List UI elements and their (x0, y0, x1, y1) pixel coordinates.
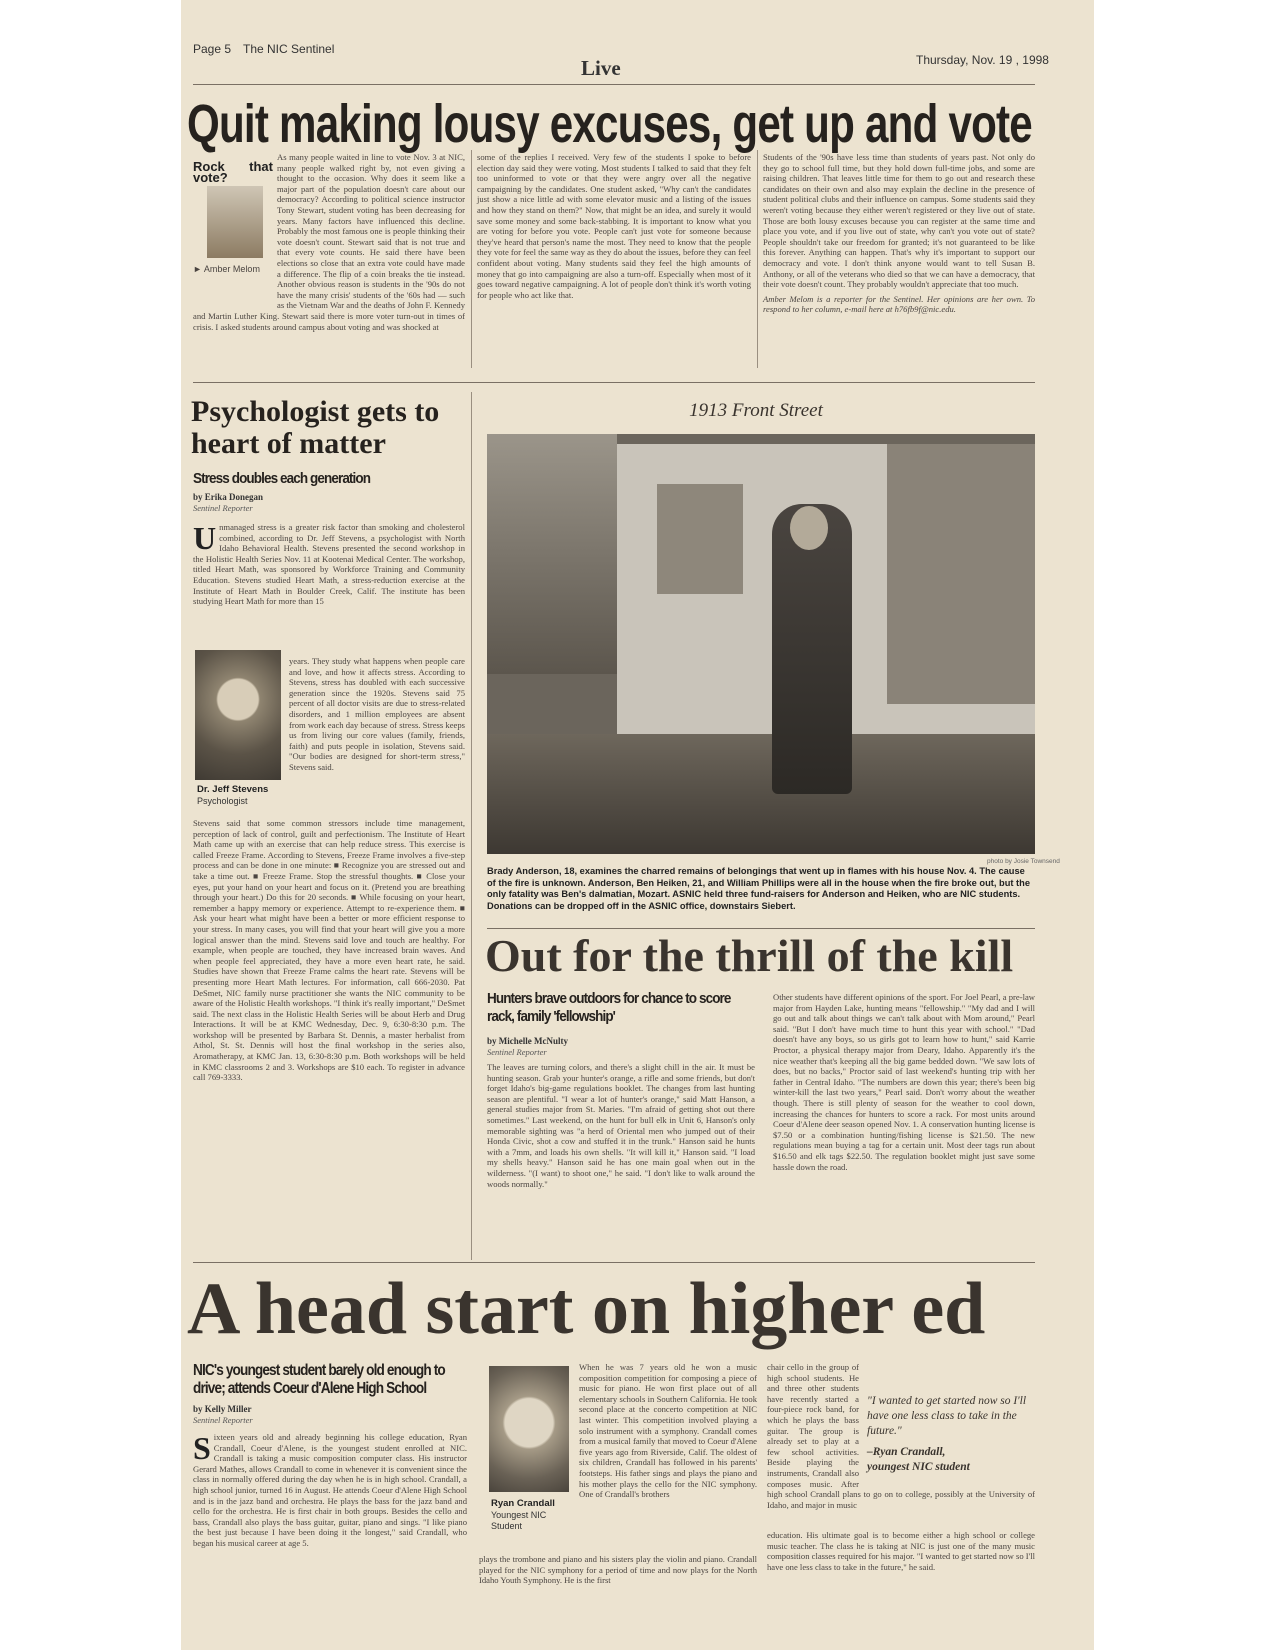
psych-headline: Psychologist gets to heart of matter (191, 395, 440, 460)
hunt-byline: by Michelle McNulty (487, 1036, 568, 1046)
bottom-story-rule (193, 1262, 1035, 1263)
jeff-stevens-photo (195, 650, 281, 780)
vote-col3-text: Students of the '90s have less time than students of years past. Not only do they go to school full time, but they hold down full-time jobs, and some are raising children. That leaves little time for them to go out and research these candidates on their own and also may explain the decline in the presence of student political clubs and their influence on campus. Some students said they weren't voting because they either weren't registered or they live out of state. Those are both lousy excuses because you can register at the same time and place you vote, and if you live out of state, why can't you vote out of state? People shouldn't take our freedom for granted; it's not guaranteed to be like this forever. Anything can happen. That's why it's important to support our democracy and vote. I don't think anyone would want to tell Susan B. Anthony, or all of the veterans who died so that we can have a democracy, that their vote doesn't count. They probably wouldn't appreciate that too much. (763, 152, 1035, 290)
fence (487, 434, 617, 674)
newspaper-page (181, 0, 1094, 1650)
amber-melom-photo (207, 186, 263, 258)
fire-photo-caption: Brady Anderson, 18, examines the charred remains of belongings that went up in flames with his house Nov. 4. The cause of the fire is unknown. Anderson, Ben Heiken, 21, and William Phillips were all in the house when the fire broke out, but the only fatality was Ben's dalmatian, Mozart. ASNIC held three fund-raisers for Anderson and Heiken, who are NIC students. Donations can be dropped off in the ASNIC office, downstairs Siebert. (487, 866, 1031, 911)
psych-subhead: Stress doubles each generation (193, 470, 371, 487)
pull-quote-text: "I wanted to get started now so I'll have one less class to take in the future." (867, 1395, 1027, 1437)
fire-photo (487, 434, 1035, 854)
hunt-subhead: Hunters brave outdoors for chance to score rack, family 'fellowship' (487, 990, 731, 1025)
scan-margin-left (0, 0, 180, 1650)
fire-photo-title: 1913 Front Street (689, 400, 823, 421)
stevens-photo-name: Dr. Jeff Stevens (197, 784, 269, 795)
pull-quote-attribution-2: youngest NIC student (867, 1461, 970, 1473)
issue-date: Thursday, Nov. 19 , 1998 (916, 53, 1049, 67)
psych-beside-photo: years. They study what happens when people care and love, and how it affects stress. According to Stevens, stress has doubled with each successive generation since the 1920s. Stevens said 75 percent of all doctor visits are due to stress-related disorders, and 1 million employees are absent from work each day because of stress. Stress keeps us from living our core values (family, friends, faith) and puts people in isolation, Stevens said. "Our bodies are designed for short-term stress," Stevens said. (289, 656, 465, 772)
vote-mugshot-box (193, 152, 273, 302)
vote-headline: Quit making lousy excuses, get up and vote (187, 94, 1032, 154)
stevens-photo-title: Psychologist (197, 796, 248, 806)
debris-ground (487, 734, 1035, 854)
higher-col1-text: ixteen years old and already beginning his college education, Ryan Crandall, Coeur d'Alene, is the youngest student enrolled at NIC. Crandall is taking a music composition computer class. His instructor Gerard Mathes, allows Crandall to come in whenever it is convenient since the class in normally offered during the day when he is in high school. Crandall, a high school junior, turned 16 in August. He attends Coeur d'Alene High School and is in the jazz band and orchestra. He plays the bass for the jazz band and cello for the orchestra. He is first chair in both groups. Besides the cello and bass, Crandall also plays the bass guitar, guitar, piano and sings. "I like piano the best just because I have been doing it the longest," said Crandall, who began his musical career at age 5. (193, 1432, 467, 1548)
higher-column-3-bottom: education. His ultimate goal is to become either a high school or college music teacher. The class he is taking at NIC is just one of the many music composition classes required for his major. "I wanted to get started now so I'll have one less class to take in the future," he said. (767, 1530, 1035, 1572)
scan-margin-right (1094, 0, 1275, 1650)
left-column-divider (471, 392, 472, 1260)
higher-col3-text: chair cello in the group of high school students. He and three other students have recently started a four-piece rock band, for which he plays the bass guitar. The group is already set to play at a few school activities. Beside playing the instruments, Crandall also composes music. After high school Crandall plans to go on to college, possibly at the University of Idaho, and major in music (767, 1362, 1035, 1510)
header-rule (193, 84, 1035, 85)
higher-byline-role: Sentinel Reporter (193, 1415, 253, 1425)
hunt-headline: Out for the thrill of the kill (485, 930, 1014, 981)
vote-divider-2 (757, 150, 758, 368)
hunt-column-1: The leaves are turning colors, and there's a slight chill in the air. It must be hunting season. Grab your hunter's orange, a rifle and some friends, but don't forget Idaho's big-game regulations booklet. The changes from last hunting season are plentiful. "I wear a lot of hunter's orange," said Matt Hanson, a general studies major from St. Maries. "I'm afraid of getting shot out there sometimes." Last weekend, on the hunt for bull elk in Unit 6, Hanson's only memorable sighting was "a herd of Oriental men who jumped out of their Honda Civic, shot a cow and stuffed it in the trunk." Hanson said he hunts with a 7mm, and loads his own shells. "It will kill it," Hanson said. "I load my shells heavy." Hanson said he has one main goal when out in the wilderness. "(I want) to shoot one," he said. "I don't like to walk around the woods normally." (487, 1062, 755, 1189)
hunt-byline-role: Sentinel Reporter (487, 1047, 547, 1057)
vote-column-1 (193, 152, 465, 332)
pull-quote (867, 1394, 1035, 1475)
crandall-photo-title-2: Student (491, 1521, 523, 1531)
higher-headline: A head start on higher ed (187, 1268, 986, 1350)
vote-column-3 (763, 152, 1035, 315)
vote-bottom-rule (193, 382, 1035, 383)
ryan-crandall-photo (489, 1366, 569, 1492)
crandall-photo-name: Ryan Crandall (491, 1498, 555, 1509)
fire-bottom-rule (487, 928, 1035, 929)
vote-tagline: Amber Melom is a reporter for the Sentinel. Her opinions are her own. To respond to her column, e-mail here at h76fb9f@nic.edu. (763, 293, 1035, 315)
boarded-door (887, 444, 1035, 704)
psych-lead-text: nmanaged stress is a greater risk factor than smoking and cholesterol combined, according to Dr. Jeff Stevens, a psychologist with North Idaho Behavioral Health. Stevens presented the second workshop in the Holistic Health Series Nov. 11 at Kootenai Medical Center. The workshop, titled Heart Math, was sponsored by Workforce Training and Community Education. Stevens studied Heart Math, a stress-reduction exercise at the Institute of Heart Math in Boulder Creek, Calif. The institute has been studying Heart Math for more than 15 (193, 522, 465, 607)
psych-byline-role: Sentinel Reporter (193, 503, 253, 513)
higher-column-2b: plays the trombone and piano and his sisters play the violin and piano. Crandall played for the NIC symphony for a period of time and now plays for the North Idaho Youth Symphony. He is the first (479, 1554, 757, 1586)
psych-byline: by Erika Donegan (193, 492, 264, 502)
fire-photo-credit: photo by Josie Townsend (987, 858, 1060, 865)
higher-dropcap: S (193, 1430, 211, 1466)
vote-mug-caption: ► Amber Melom (193, 264, 260, 275)
vote-divider-1 (471, 150, 472, 368)
paper-name: The NIC Sentinel (243, 42, 335, 56)
page-number: Page 5 (193, 42, 232, 56)
person-head (790, 506, 828, 550)
boarded-window (657, 484, 743, 594)
higher-column-2: When he was 7 years old he won a music composition competition for composing a piece of music for piano. He won first place out of all elementary schools in Southern California. He took second place at the concerto competition at NIC last winter. This competition involved playing a solo instrument with a symphony. Crandall comes from a musical family that moved to Coeur d'Alene five years ago from Riverside, Calif. The oldest of six children, Crandall has followed in his parents' footsteps. His father sings and plays the piano and his mother plays the cello for the NIC symphony. One of Crandall's brothers (579, 1362, 757, 1500)
psych-dropcap: U (193, 520, 217, 556)
vote-kicker: Rock that vote? (193, 159, 273, 185)
vote-col1-text: As many people waited in line to vote Nov. 3 at NIC, many people walked right by, not even giving a thought to the occasion. Why does it seem like a major part of the population doesn't care about our democracy? According to political science instructor Tony Stewart, student voting has been decreasing for years. Many factors have influenced this decline. Probably the most famous one is people thinking their vote doesn't count. Stewart said that is not true and that every vote counts. He said there have been elections so close that an extra vote could have made a difference. The flip of a coin breaks the tie instead. Another obvious reason is students in the '90s do not have the many crisis' students of the '60s had — such as the Vietnam War and the deaths of John F. Kennedy and Martin Luther King. Stewart said there is more voter turn-out in times of crisis. I asked students around campus about voting and was shocked at (193, 152, 465, 332)
psych-rest: Stevens said that some common stressors include time management, perception of lack of control, guilt and perfectionism. The Institute of Heart Math came up with an exercise that can help reduce stress. This exercise is called Freeze Frame. According to Stevens, Freeze Frame involves a five-step process and can be done in one minute: ■ Recognize you are stressed out and take a time out. ■ Freeze Frame. Stop the stressful thoughts. ■ Close your eyes, put your hand on your heart and focus on it. (Pretend you are breathing through your heart.) Do this for 20 seconds. ■ While focusing on your heart, remember a happy memory or experience. Attempt to re-experience them. ■ Ask your heart what might have been a better or more efficient response to your stress. In many cases, you will find that your heart will give you a more logical answer than the mind. Stevens said love and touch are healthy. For example, when people are touched, they have increased brain waves. And when people feel appreciated, they have a more even heart rate, he said. Studies have shown that Freeze Frame calms the heart rate. Stevens will be presenting more Heart Math lectures. For information, call 666-2030. Pat DeSmet, NIC family nurse practitioner she wants the NIC community to be aware of the Holistic Health workshops. "I think it's really important," DeSmet said. The next class in the Holistic Health Series will be about Herb and Drug Interactions. It will be at KMC Wednesday, Dec. 9, 6:30-8:30 p.m. The workshop will be presented by Barbara St. Dennis, a master herbalist from Athol, St. St. Dennis will host the final workshop in the series also, Aromatherapy, at KMC Jan. 13, 6:30-8:30 p.m. Both workshops will be held in KMC classrooms 2 and 3. Workshops are $10 each. To register in advance call 769-3333. (193, 818, 465, 1083)
vote-column-2: some of the replies I received. Very few of the students I spoke to before election day said they were voting. Most students I talked to said that they felt too uninformed to vote or that they were angry over all the negative campaigning by the candidates. One student asked, "Why can't the candidates just show a nice little ad with some elevator music and a listing of the issues and how they stand on them?" Now, that might be an idea, and surely it would save some money and some back-stabbing. It is important to know what you are voting for before you vote. People can't just vote for someone because they've heard that person's name the most. They need to know that the people they vote for feel the same way as they do about the issues, before they can feel confident about voting. Many students said they feel the high amounts of money that go into campaigning are also a turn-off. Especially when most of it goes toward negative campaigning. A lot of people don't think it's worth voting for people who act like that. (477, 152, 751, 300)
higher-column-3-top (767, 1362, 1035, 1510)
section-label: Live (581, 56, 621, 80)
higher-subhead: NIC's youngest student barely old enough to drive; attends Coeur d'Alene High School (193, 1362, 445, 1397)
higher-byline: by Kelly Miller (193, 1404, 252, 1414)
hunt-column-2: Other students have different opinions of the sport. For Joel Pearl, a pre-law major from Hayden Lake, hunting means "fellowship." "My dad and I will go out and talk about things we can't talk about with Mom around," Pearl said. "But I don't have much time to hunt this year with school." "Dad doesn't have any boys, so us girls got to learn how to hunt," said Karrie Proctor, a physical therapy major from Deary, Idaho. Apparently it's the nice weather that's keeping all the big game bedded down. "We saw lots of does, but no backs," Proctor said of last weekend's hunting trip with her father in Central Idaho. "The numbers are down this year; there's been big winter-kill the last two years," Pearl said. Don't worry about the weather though. There is still plenty of season for the weather to cool down, increasing the chances for hunters to score a rack. For most units around Coeur d'Alene deer season opened Nov. 1. A conservation hunting license is $7.50 or a combination hunting/fishing license is $21.50. The new regulations mean buying a tag for a certain unit. Most deer tags run about $16.50 and elk tags $22.50. The regulation booklet might just save some hassle down the road. (773, 992, 1035, 1172)
crandall-photo-title-1: Youngest NIC (491, 1510, 547, 1520)
higher-column-1 (193, 1432, 467, 1549)
pull-quote-attribution: –Ryan Crandall, (867, 1446, 946, 1458)
psych-lead (193, 522, 465, 607)
